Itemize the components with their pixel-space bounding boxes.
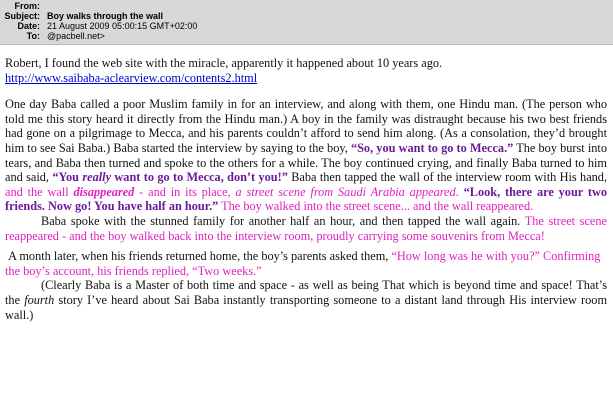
story-paragraph <box>5 97 607 214</box>
return-text-2: The street scene reappeared - and the boy walked back into the interview room, proudly carrying some souvenirs from Mecca! <box>5 213 607 243</box>
closing-fourth: fourth <box>24 292 55 307</box>
wall-text-2: - and in its place, <box>134 184 231 199</box>
wall-text-3: . <box>455 184 459 199</box>
to-label: To: <box>26 31 40 41</box>
email-header <box>0 0 613 45</box>
wall-text-1: and the wall <box>5 184 69 199</box>
street-scene: a street scene from Saudi Arabia appeared <box>235 184 456 199</box>
closing-text-1: (Clearly Baba is a Master of both time and space - as well as being That which is beyond time and space! That’s the <box>5 278 607 307</box>
story-text-1: One day Baba called a poor Muslim family in for an interview, and along with them, one Hindu man. (The person who told me this story heard it directly from the Hindu man.) A boy in the family was distraught because his two best friends had gone on a pilgrimage to Mecca, and his parents couldn’t afford to send him along. (As a consolation, they’d brought him to see Sai Baba.) Baba started the interview by saying to the boy, <box>5 97 607 155</box>
return-text-1: Baba spoke with the stunned family for another half an hour, and then tapped the wall again. <box>41 213 521 228</box>
date-value: 21 August 2009 05:00:15 GMT+02:00 <box>47 21 198 31</box>
message-body <box>5 56 607 322</box>
intro-text: Robert, I found the web site with the miracle, apparently it happened about 10 years ago. <box>5 56 443 70</box>
wall-disappeared: disappeared <box>73 184 135 199</box>
from-label: From: <box>14 1 40 11</box>
subject-value: Boy walks through the wall <box>47 11 164 21</box>
intro-paragraph <box>5 56 607 85</box>
closing-paragraph <box>5 278 607 322</box>
story-text-3: Baba then tapped the wall of the interview room with His hand, <box>287 170 608 185</box>
month-text-1: A month later, when his friends returned home, the boy’s parents asked them, <box>8 249 389 264</box>
subject-label: Subject: <box>4 11 40 21</box>
closing-text-2: story I’ve heard about Sai Baba instantly transporting someone to a distant land through His interview room wall.) <box>5 292 608 322</box>
date-label: Date: <box>17 21 40 31</box>
quote-really-1: “You <box>52 170 80 185</box>
miracle-link[interactable]: http://www.saibaba-aclearview.com/contents2.html <box>5 70 258 85</box>
wall-reappeared: The boy walked into the street scene... and the wall reappeared. <box>218 199 534 214</box>
month-later-paragraph <box>5 249 607 278</box>
quote-really-3: want to go to Mecca, don’t you!” <box>114 170 288 185</box>
quote-mecca: “So, you want to go to Mecca.” <box>350 140 514 155</box>
quote-look: “Look, there are your two friends. Now go! You have half an hour.” <box>5 184 608 214</box>
to-value[interactable]: @pacbell.net> <box>47 31 105 41</box>
quote-really-2: really <box>82 170 112 185</box>
month-text-2: “How long was he with you?” Confirming the boy’s account, his friends replied, “Two weeks.” <box>5 249 601 278</box>
return-paragraph <box>5 214 607 243</box>
story-text-2: The boy burst into tears, and Baba then turned and spoke to the others for a while. The boy continued crying, and finally Baba turned to him and said, <box>5 140 607 185</box>
